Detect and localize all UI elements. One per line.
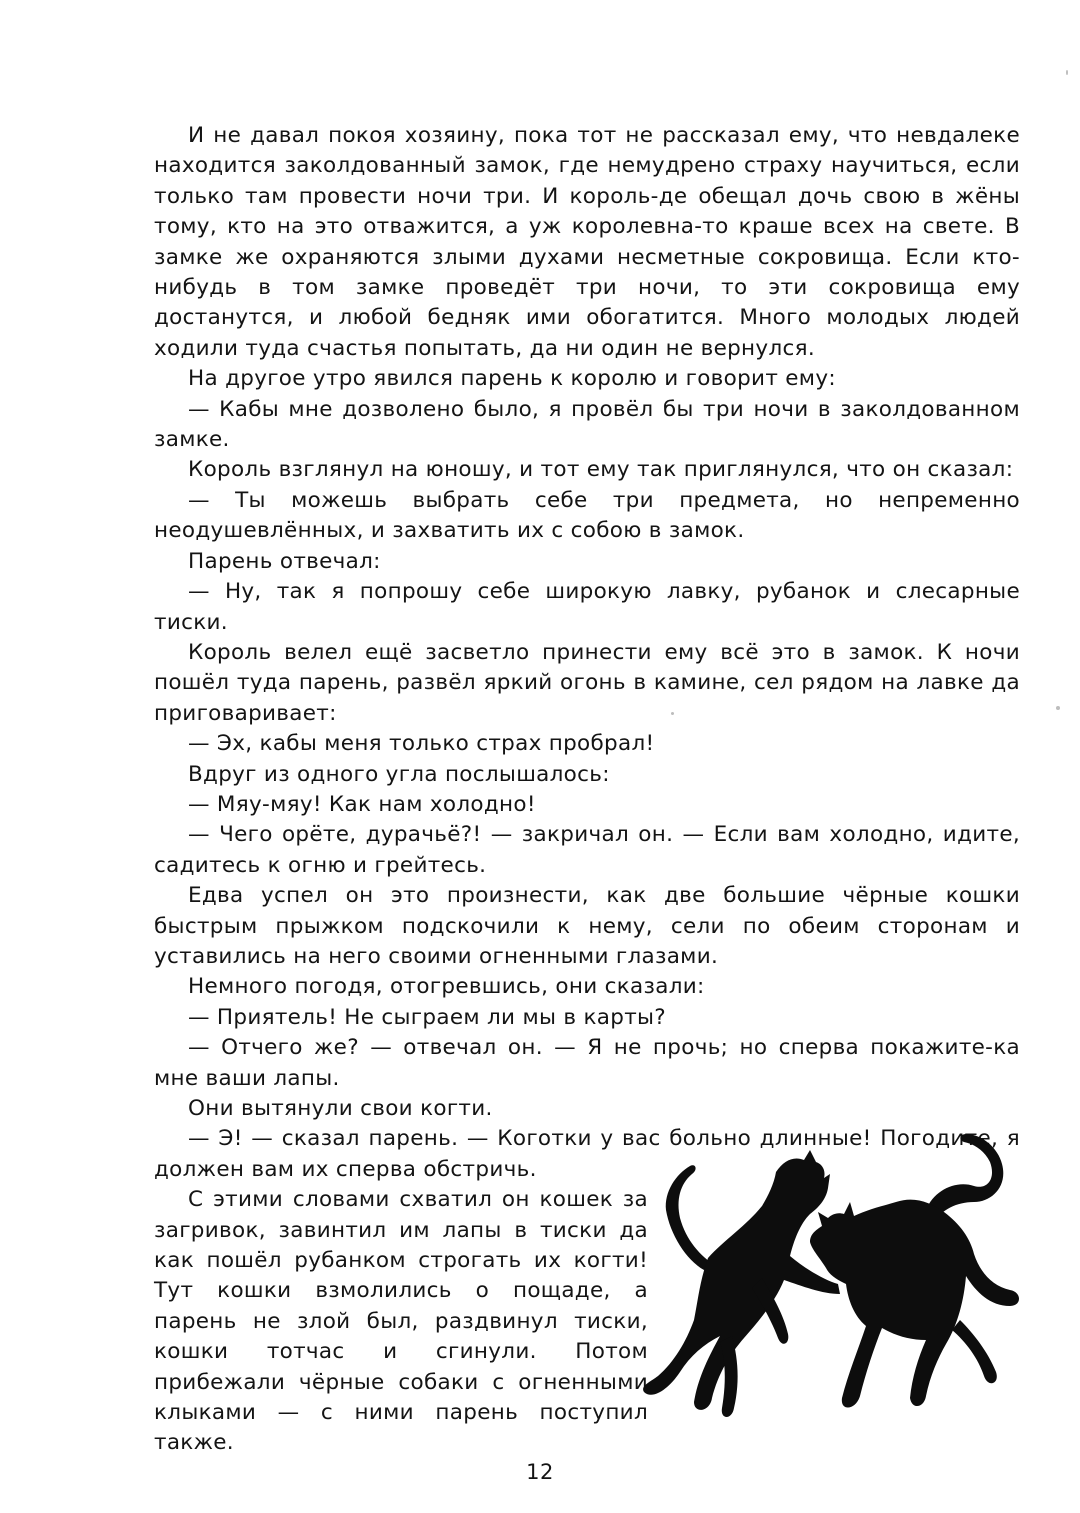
paragraph: — Приятель! Не сыграем ли мы в карты?: [188, 1004, 667, 1030]
paragraph: Вдруг из одного угла послышалось:: [188, 761, 610, 787]
paragraph: — Эх, кабы меня только страх пробрал!: [188, 731, 655, 757]
paragraph: — Э! — сказал парень. — Коготки у вас больно длинные! Погодите, я должен вам их сперва обстричь.: [154, 1126, 1020, 1182]
paper-speck: [671, 712, 674, 715]
paragraph: — Ты можешь выбрать себе три предмета, но непременно неодушевлённых, и захватить их с собою в замок.: [154, 487, 1020, 544]
paragraph: На другое утро явился парень к королю и говорит ему:: [188, 366, 836, 392]
paper-speck: [1056, 706, 1060, 710]
paragraph: Немного погодя, отогревшись, они сказали:: [188, 974, 705, 1000]
paper-speck: [1066, 70, 1068, 75]
page-number: 12: [526, 1460, 554, 1484]
paragraph: — Кабы мне дозволено было, я провёл бы три ночи в заколдованном замке.: [154, 396, 1020, 453]
paragraph: Король взглянул на юношу, и тот ему так приглянулся, что он сказал:: [188, 457, 1014, 483]
paragraph: — Отчего же? — отвечал он. — Я не прочь; но сперва покажите-ка мне ваши лапы.: [154, 1035, 1020, 1091]
paragraph: И не давал покоя хозяину, пока тот не рассказал ему, что невдалеке находится заколдованный замок, где немудрено страху научиться, если только там провести ночи три. И король-де обещал дочь свою в жёны тому, кто на это отважится, а уж королевна-то краше всех на свете. В замке же охраняются злыми духами несметные сокровища. Если кто-нибудь в том замке проведёт три ночи, то эти сокровища ему достанутся, и любой бедняк ими обогатится. Много молодых людей ходили туда счастья попытать, да ни один не вернулся.: [154, 123, 1020, 361]
paragraph: Парень отвечал:: [188, 548, 381, 574]
paragraph: — Ну, так я попрошу себе широкую лавку, рубанок и слесарные тиски.: [154, 579, 1020, 635]
paragraph: — Чего орёте, дурачьё?! — закричал он. — Если вам холодно, идите, садитесь к огню и грейтесь.: [154, 822, 1020, 878]
paragraph: Едва успел он это произнести, как две большие чёрные кошки быстрым прыжком подскочили к нему, сели по обеим сторонам и уставились на него своими огненными глазами.: [154, 883, 1020, 969]
two-black-cats-silhouette-icon: [634, 1130, 1024, 1432]
paragraph: — Мяу-мяу! Как нам холодно!: [188, 791, 536, 817]
paragraph: Они вытянули свои когти.: [188, 1096, 493, 1121]
paragraph: Король велел ещё засветло принести ему всё это в замок. К ночи пошёл туда парень, развёл яркий огонь в камине, сел рядом на лавке да приговаривает:: [154, 639, 1020, 726]
paragraph-beside-illustration: С этими словами схватил он кошек за загривок, завинтил им лапы в тиски да как пошёл рубанком строгать их когти! Тут кошки взмолились о пощаде, а парень не злой был, раздвинул тиски, кошки тотчас и сгинули. Потом прибежали чёрные собаки с огненными клыками — с ними парень поступил также.: [154, 1187, 648, 1456]
